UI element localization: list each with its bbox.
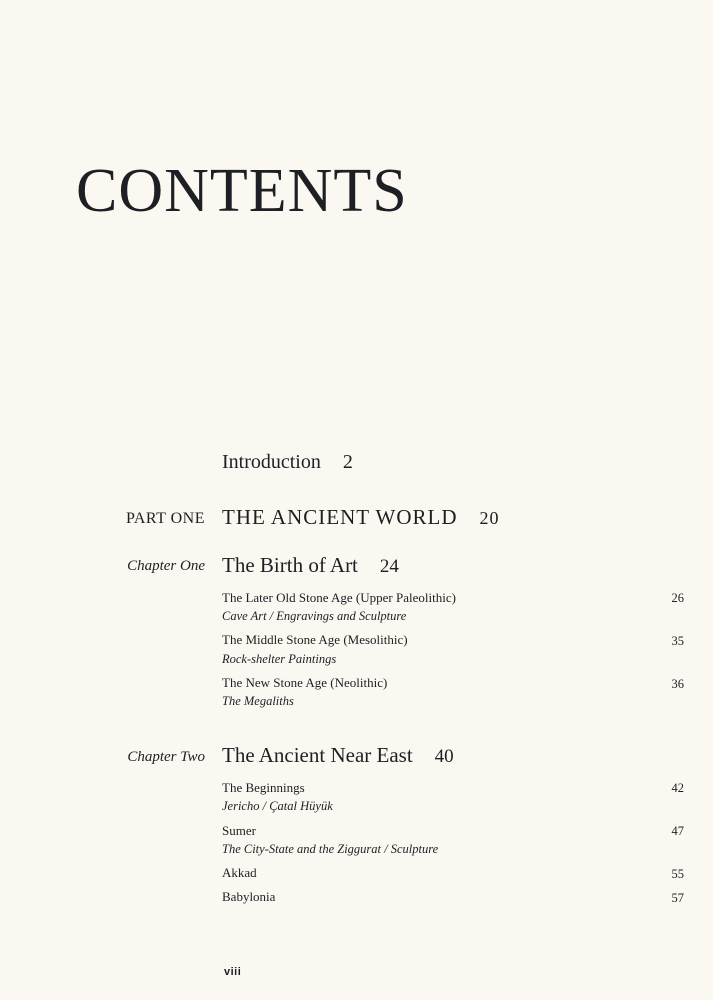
- introduction-label: Introduction: [222, 451, 321, 473]
- chapter-one-title: The Birth of Art: [222, 553, 358, 577]
- toc-section-page: 26: [671, 591, 684, 605]
- toc-section-subtitle: Cave Art / Engravings and Sculpture: [222, 609, 407, 623]
- toc-section-title[interactable]: Sumer: [222, 823, 256, 838]
- part-one-page: 20: [479, 508, 500, 528]
- toc-section-subtitle: Jericho / Çatal Hüyük: [222, 799, 333, 813]
- toc-section-page: 42: [671, 781, 684, 795]
- toc-part-one[interactable]: [222, 507, 500, 528]
- toc-section-subtitle: The Megaliths: [222, 694, 294, 708]
- toc-introduction[interactable]: [222, 452, 353, 472]
- toc-chapter-two[interactable]: [222, 745, 454, 766]
- part-one-title: THE ANCIENT WORLD: [222, 505, 458, 529]
- toc-section-page: 35: [671, 634, 684, 648]
- toc-chapter-one[interactable]: [222, 555, 399, 576]
- chapter-one-label: Chapter One: [127, 558, 205, 574]
- toc-section-subtitle: The City-State and the Ziggurat / Sculpture: [222, 842, 439, 856]
- toc-section-title[interactable]: The Beginnings: [222, 780, 305, 795]
- toc-section-page: 36: [671, 677, 684, 691]
- part-one-label: PART ONE: [125, 510, 205, 527]
- chapter-two-title: The Ancient Near East: [222, 743, 413, 767]
- chapter-two-page: 40: [434, 746, 454, 767]
- toc-section-title[interactable]: The Middle Stone Age (Mesolithic): [222, 632, 408, 647]
- toc-section-title[interactable]: The New Stone Age (Neolithic): [222, 675, 388, 690]
- page-folio: viii: [224, 966, 242, 978]
- toc-section-title[interactable]: Babylonia: [222, 889, 276, 904]
- toc-section-page: 55: [671, 867, 684, 881]
- toc-section-title[interactable]: The Later Old Stone Age (Upper Paleolithic): [222, 590, 456, 605]
- introduction-page: 2: [342, 451, 353, 473]
- toc-section-page: 57: [671, 891, 684, 905]
- chapter-two-label: Chapter Two: [127, 749, 205, 765]
- toc-section-title[interactable]: Akkad: [222, 865, 257, 880]
- toc-section-subtitle: Rock-shelter Paintings: [222, 652, 337, 666]
- toc-section-page: 47: [671, 824, 684, 838]
- page-title: CONTENTS: [76, 157, 408, 225]
- chapter-one-page: 24: [379, 556, 399, 577]
